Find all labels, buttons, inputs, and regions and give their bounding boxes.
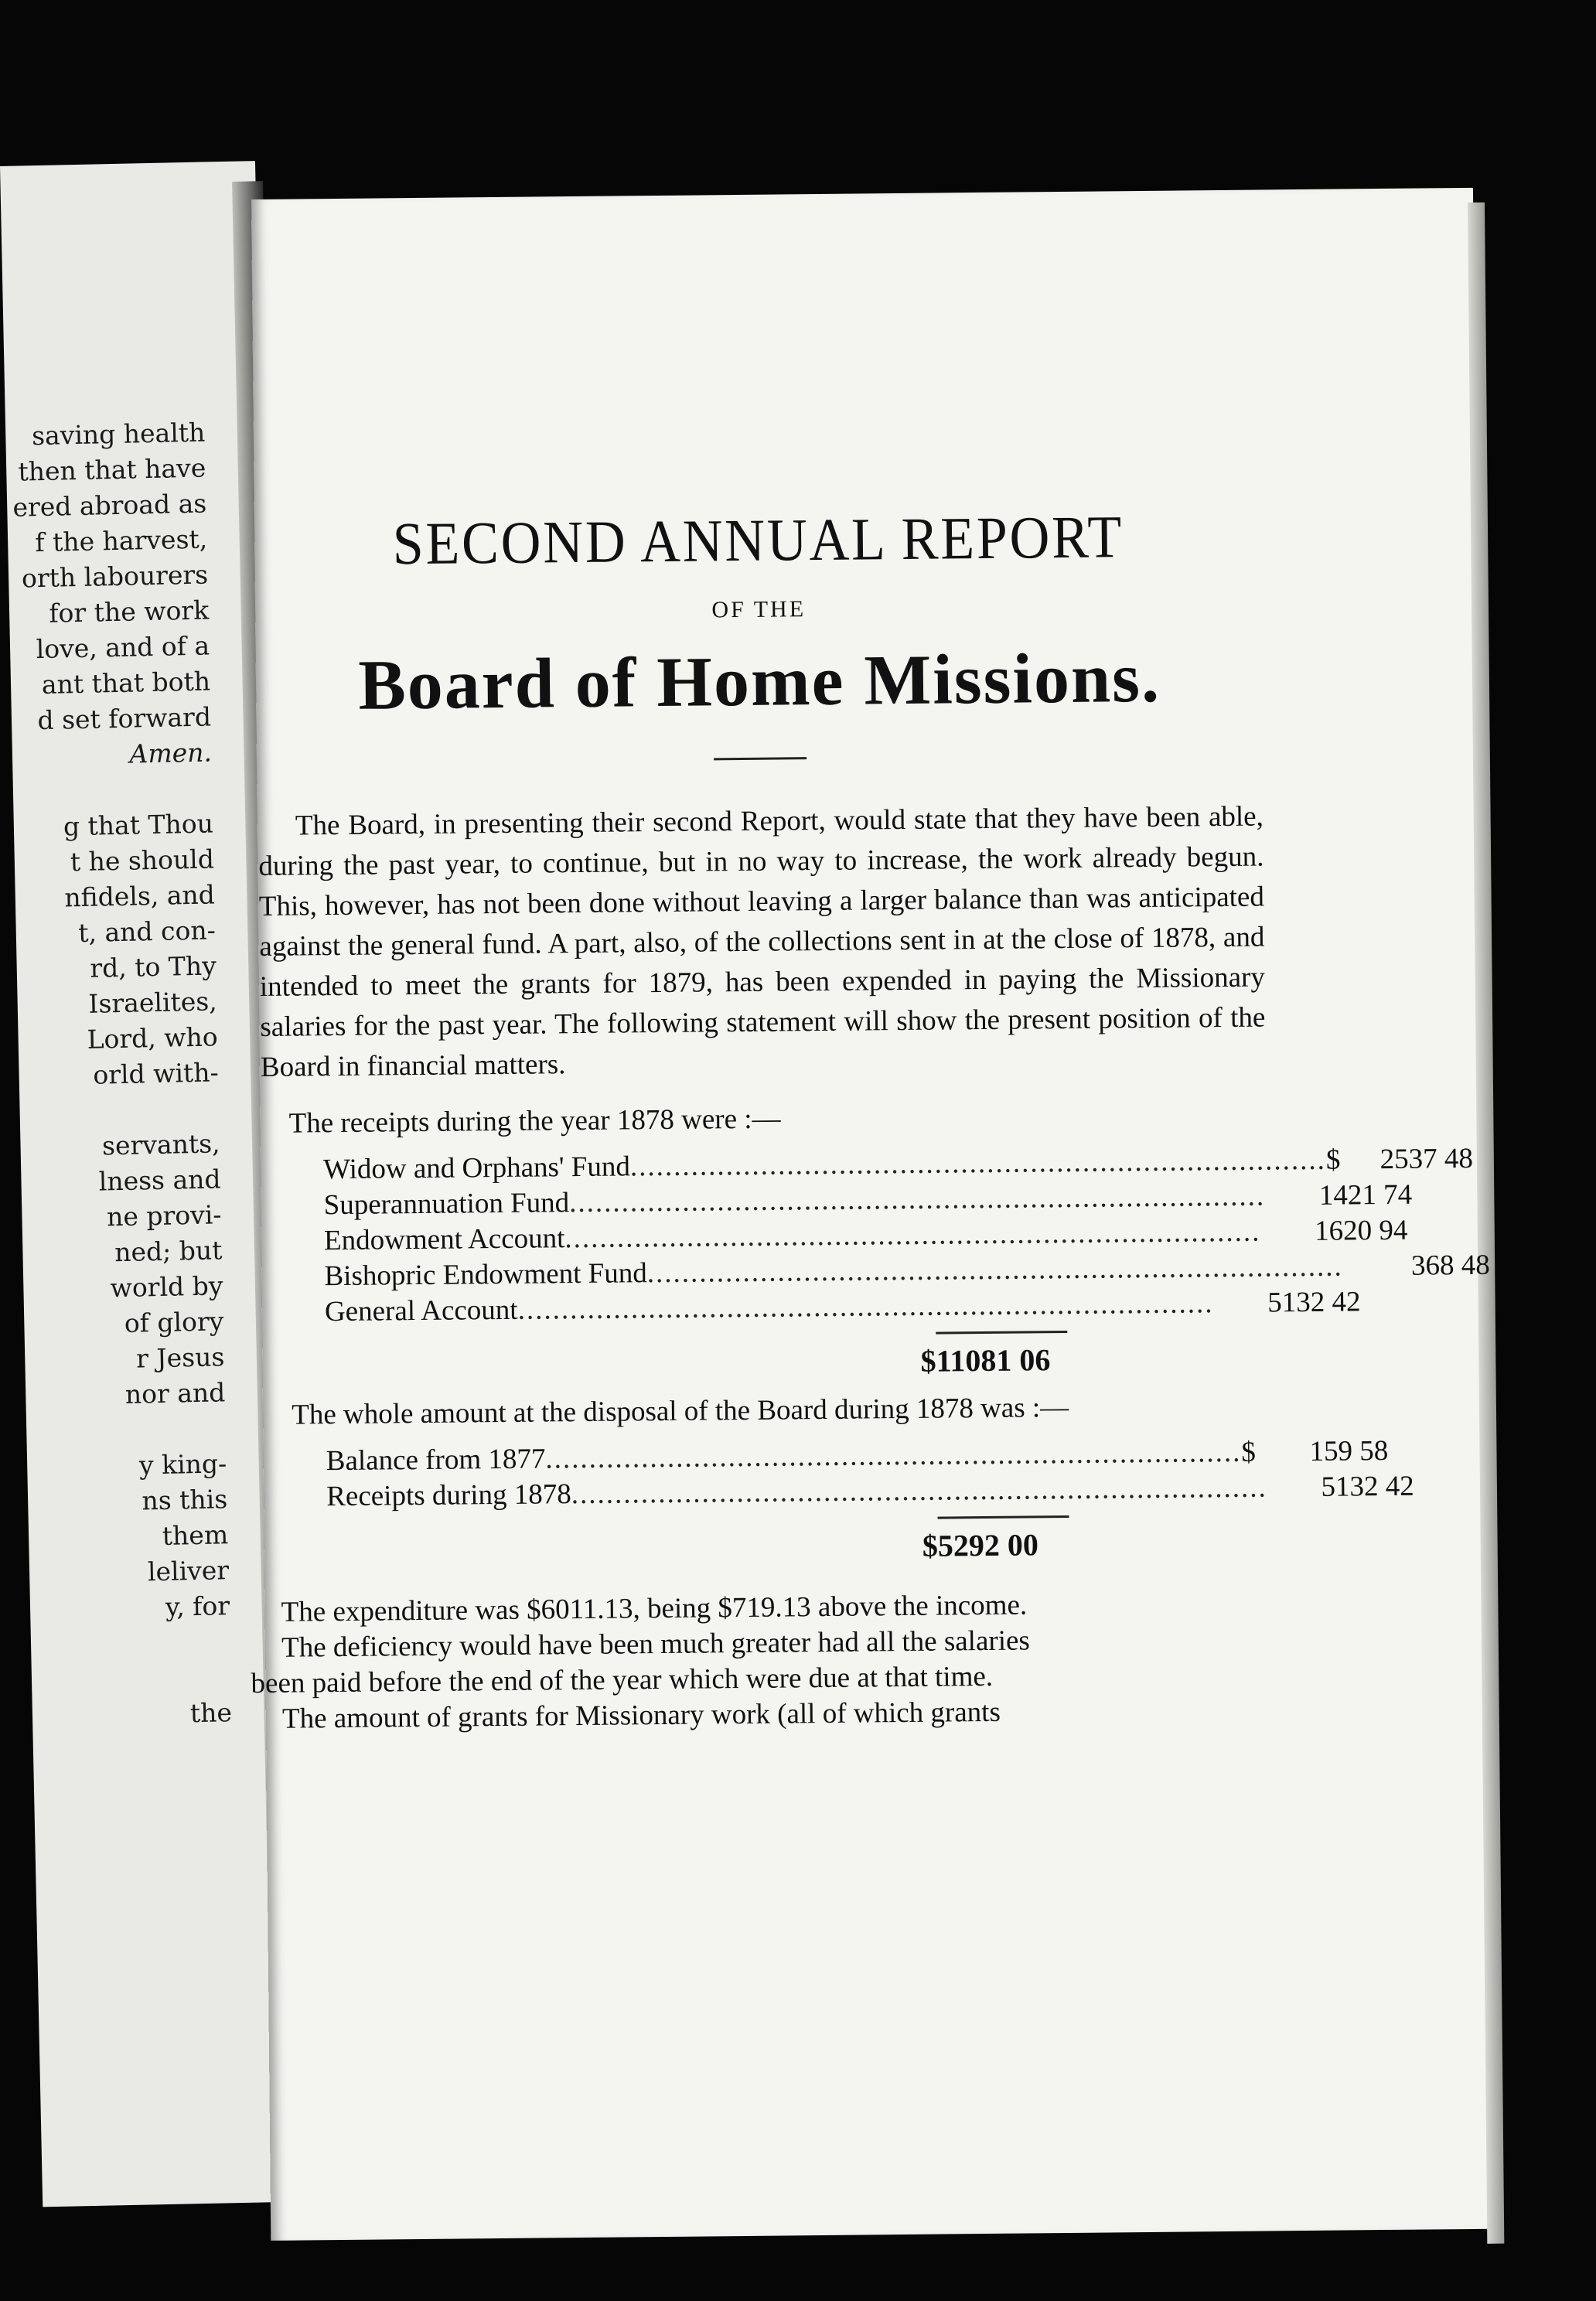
left-page-line: nfidels, and [63,879,216,913]
closing-line: The deficiency would have been much greater had all the salaries [281,1624,1031,1664]
ledger-currency [1213,1286,1236,1321]
ledger-label: Receipts during 1878 [326,1478,571,1513]
ledger-currency [1267,1470,1290,1505]
ledger-amount: 2537 48 [1379,1142,1474,1176]
left-page-line: y king- [138,1448,227,1481]
ledger-currency [1343,1249,1366,1284]
left-page-line: leliver [147,1555,230,1587]
left-page-line: r Jesus [135,1341,225,1374]
receipts-ledger [322,1142,1490,1330]
left-page-line: orth labourers [21,559,209,594]
left-page-line: the [189,1697,233,1729]
leader-dots: ................................................................................ [568,1180,1266,1219]
ledger-currency [1260,1214,1284,1249]
ledger-amount: 1421 74 [1318,1178,1413,1212]
ledger-amount: 368 48 [1410,1249,1490,1282]
left-page-line: for the work [48,595,210,629]
ledger-currency [1265,1178,1288,1214]
ornament-divider [257,739,1263,776]
report-title: SECOND ANNUAL REPORT [392,503,1124,578]
leader-dots: ................................................................................ [646,1250,1343,1290]
ledger-row [324,1286,1361,1330]
board-heading: Board of Home Missions. [357,637,1161,724]
left-page-line: Lord, who [87,1021,219,1055]
show-through-text [300,431,306,457]
report-subtitle-of-the: OF THE [711,596,807,623]
left-page-line: ns this [142,1484,228,1516]
closing-line: The amount of grants for Missionary work (all of which grants [281,1696,1001,1735]
disposal-intro: The whole amount at the disposal of the Board during 1878 was :— [292,1391,1069,1431]
left-page-text [5,417,237,1729]
left-page-line: of glory [124,1306,224,1338]
left-page-line: rd, to Thy [89,950,217,983]
ledger-label: General Account [324,1294,518,1328]
left-page-line: ne provi- [106,1199,222,1232]
left-page-line: f the harvest, [34,523,208,558]
left-page-line: d set forward [37,701,212,736]
ledger-amount: 1620 94 [1314,1214,1408,1247]
total-rule [936,1331,1067,1335]
left-page-line: ered abroad as [12,488,207,523]
closing-paragraph [251,1585,1272,1737]
left-page-line: t, and con- [77,915,217,949]
report-content [251,501,1490,1737]
left-page-line: Amen. [129,737,213,769]
intro-paragraph: The Board, in presenting their second Report, would state that they have been able, during the past year, to continue, but in no way to increase, the work already begun. This, however, has not been done without leaving a larger balance than was anticipated against the general fund. A part, also, of the collections sent in at the close of 1878, and intended to meet the grants for 1879, has been expended in paying the Missionary salaries for the past year. The following statement will show the present position of the Board in financial matters. [258,800,1266,1083]
left-page-line: saving health [31,417,206,452]
left-page-line: them [162,1519,229,1551]
ledger-currency: $ [1325,1144,1341,1176]
left-page-line: orld with- [92,1057,220,1090]
ledger-label: Endowment Account [323,1222,565,1257]
ledger-currency: $ [1241,1436,1257,1468]
receipts-total: $11081 06 [920,1342,1051,1379]
ledger-label: Superannuation Fund [323,1187,570,1222]
leader-dots: ................................................................................ [629,1144,1327,1183]
leader-dots: ................................................................................ [564,1215,1261,1255]
total-rule [938,1515,1069,1519]
disposal-total: $5292 00 [922,1527,1039,1563]
left-page-line: Israelites, [88,986,218,1019]
left-page-line: ned; but [114,1235,223,1268]
ledger-label: Widow and Orphans' Fund [322,1150,631,1186]
left-page-line: t he should [70,844,215,878]
ledger-row [326,1470,1414,1515]
ledger-label: Balance from 1877 [326,1443,546,1478]
ledger-amount: 159 58 [1309,1434,1389,1468]
left-page-line: love, and of a [36,630,210,665]
disposal-ledger [326,1434,1414,1515]
left-page-line: nor and [124,1377,226,1410]
receipts-intro: The receipts during the year 1878 were :— [288,1103,781,1140]
left-page-line: ant that both [41,666,211,701]
left-page-line: then that have [18,452,206,487]
left-page-line: lness and [98,1164,221,1197]
leader-dots: ................................................................................ [545,1436,1242,1475]
ledger-amount: 5132 42 [1321,1470,1414,1503]
leader-dots: ................................................................................ [571,1471,1267,1511]
left-page-line: y, for [165,1590,230,1622]
closing-line: been paid before the end of the year which were due at that time. [251,1660,994,1700]
closing-line: The expenditure was $6011.13, being $719.13 above the income. [281,1589,1028,1628]
left-page-line: servants, [101,1128,220,1161]
leader-dots: ................................................................................ [517,1287,1214,1326]
left-page-line: world by [110,1270,223,1304]
left-page-line: g that Thou [63,808,214,842]
ledger-amount: 5132 42 [1267,1286,1361,1319]
ledger-label: Bishopric Endowment Fund [324,1257,647,1293]
